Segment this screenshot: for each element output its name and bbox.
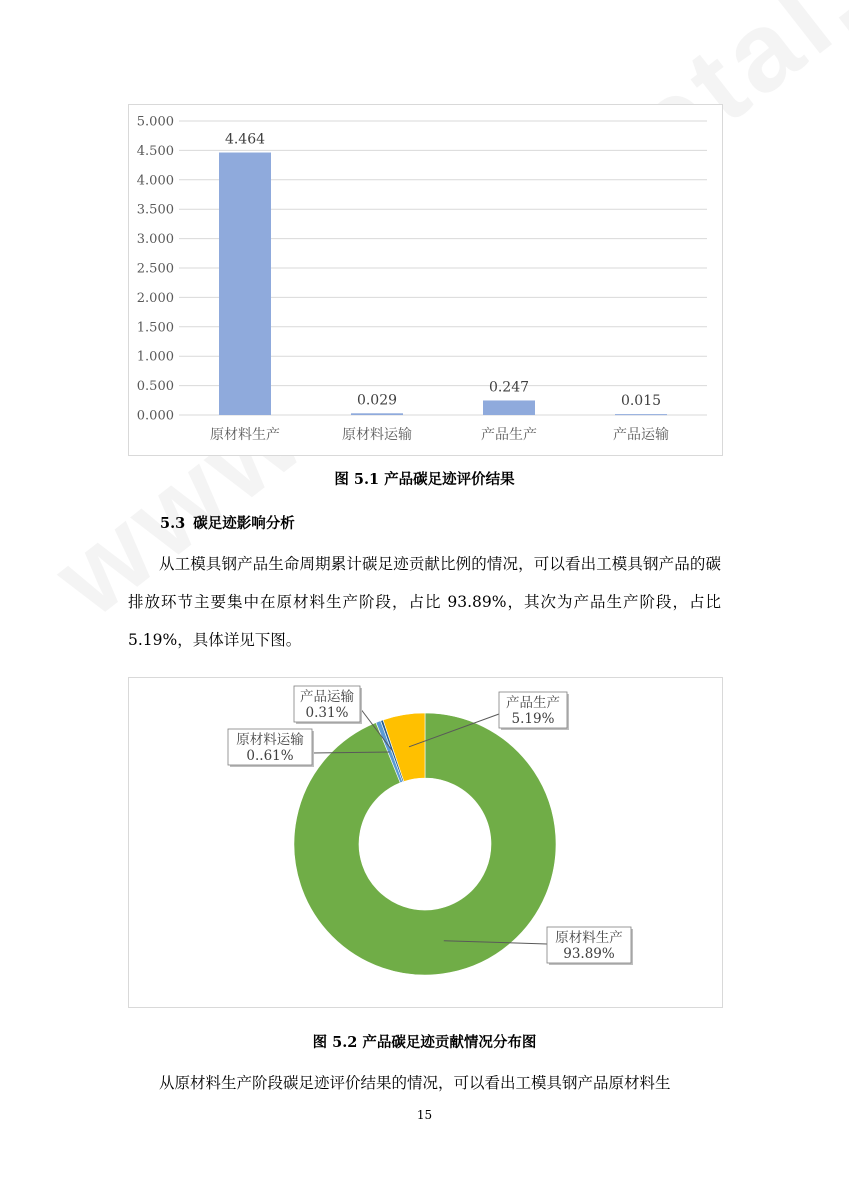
- slice-name-label: 原材料运输: [236, 732, 304, 748]
- x-tick-label: 产品生产: [481, 427, 537, 443]
- bar-chart-frame: [128, 104, 723, 456]
- slice-percent-label: 5.19%: [511, 711, 555, 727]
- section-number: 5.3: [160, 515, 186, 532]
- slice-name-label: 产品运输: [300, 689, 354, 705]
- y-tick-label: 4.000: [136, 173, 174, 189]
- data-label: 0.029: [356, 392, 398, 409]
- y-tick-label: 5.000: [136, 114, 174, 130]
- bar: [351, 413, 403, 415]
- slice-percent-label: 93.89%: [563, 946, 615, 962]
- bar: [615, 414, 667, 415]
- y-tick-label: 1.500: [136, 320, 174, 336]
- y-tick-label: 3.000: [136, 232, 174, 248]
- x-tick-label: 产品运输: [613, 427, 669, 443]
- figure-5-1-caption: 图 5.1 产品碳足迹评价结果: [334, 471, 515, 488]
- data-label: 0.015: [620, 393, 662, 410]
- bar-chart: [129, 105, 722, 455]
- y-tick-label: 2.000: [136, 290, 174, 306]
- x-tick-label: 原材料运输: [342, 427, 412, 443]
- section-title: 碳足迹影响分析: [193, 515, 295, 532]
- body-paragraph-2: 从原材料生产阶段碳足迹评价结果的情况，可以看出工模具钢产品原材料生: [159, 1074, 671, 1092]
- page-number: 15: [416, 1108, 433, 1122]
- donut-chart-frame: [128, 677, 723, 1008]
- y-tick-label: 4.500: [136, 143, 174, 159]
- x-tick-label: 原材料生产: [210, 427, 280, 443]
- y-tick-label: 0.500: [136, 379, 174, 395]
- y-tick-label: 1.000: [136, 349, 174, 365]
- data-label: 0.247: [488, 379, 530, 396]
- y-tick-label: 0.000: [136, 408, 174, 424]
- donut-chart: [129, 678, 722, 1007]
- figure-5-2-caption: 图 5.2 产品碳足迹贡献情况分布图: [312, 1034, 537, 1051]
- slice-percent-label: 0..61%: [246, 748, 294, 764]
- body-paragraph-1: 从工模具钢产品生命周期累计碳足迹贡献比例的情况，可以看出工模具钢产品的碳排放环节主要集中在原材料生产阶段，占比 93.89%，其次为产品生产阶段，占比 5.19%，具体详见下图。: [128, 555, 721, 649]
- bar: [219, 153, 271, 415]
- slice-percent-label: 0.31%: [305, 705, 349, 721]
- section-heading: [160, 512, 295, 533]
- y-tick-label: 2.500: [136, 261, 174, 277]
- bar: [483, 400, 535, 415]
- slice-name-label: 产品生产: [506, 695, 560, 711]
- data-label: 4.464: [224, 131, 266, 148]
- y-tick-label: 3.500: [136, 202, 174, 218]
- slice-name-label: 原材料生产: [555, 930, 623, 946]
